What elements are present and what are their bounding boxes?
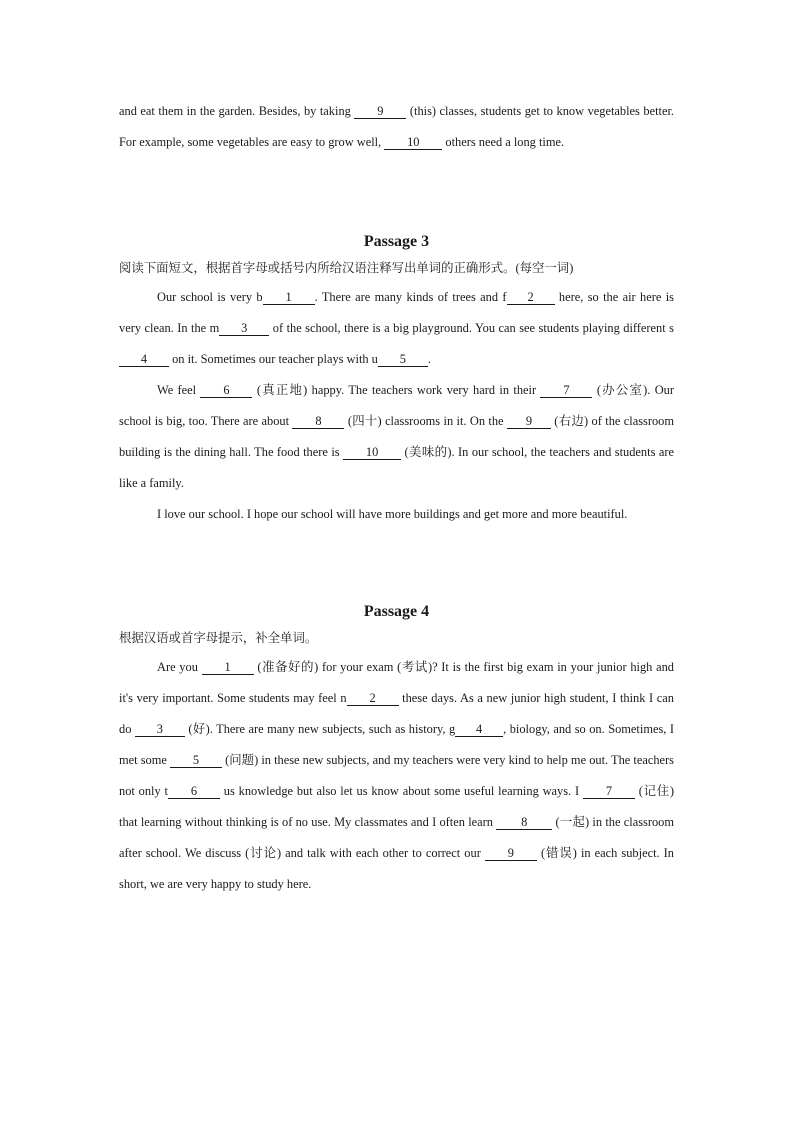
text-run: (美味的). In our school, the teachers and students are like a family.	[119, 445, 674, 490]
text-run: Are you	[157, 660, 202, 674]
answer-blank[interactable]: 8	[292, 414, 344, 429]
text-run: (右边) of the classroom building is the dining hall. The food there is	[119, 414, 675, 459]
answer-blank[interactable]: 4	[455, 722, 503, 737]
text-run: (问题) in these new subjects, and my teachers were very kind to help me out. The teachers not only t	[119, 753, 674, 798]
text-run: , biology, and so on. Sometimes, I met some	[119, 722, 674, 767]
passage4-title: Passage 4	[363, 603, 430, 620]
answer-blank[interactable]: 6	[168, 784, 220, 799]
answer-blank[interactable]: 1	[202, 660, 254, 675]
passage4-paragraph	[119, 652, 674, 900]
text-run: Our school is very b	[157, 290, 263, 304]
document-page	[119, 96, 674, 900]
text-run: (记住) that learning without thinking is of no use. My classmates and I often learn	[119, 784, 674, 829]
text-run: of the school, there is a big playground. You can see students playing different s	[269, 321, 674, 335]
text-run: us knowledge but also let us know about some useful learning ways. I	[219, 784, 583, 798]
text-run: (错误) in each subject. In short, we are very happy to study here.	[119, 846, 674, 891]
answer-blank[interactable]: 5	[170, 753, 222, 768]
answer-blank[interactable]: 9	[354, 104, 406, 119]
text-run: others need a long time.	[442, 135, 565, 149]
text-run: We feel	[157, 383, 201, 397]
text-run: here, so the air here is very clean. In the m	[119, 290, 674, 335]
text-run: I love our school. I hope our school will have more buildings and get more and more beautiful.	[157, 507, 628, 521]
answer-blank[interactable]: 5	[378, 352, 428, 367]
passage3-title: Passage 3	[363, 233, 430, 250]
answer-blank[interactable]: 9	[485, 846, 537, 861]
answer-blank[interactable]: 2	[347, 691, 399, 706]
passage4-instruction: 根据汉语或首字母提示，补全单词。	[119, 631, 318, 645]
text-run: (一起) in the classroom after school. We discuss (讨论) and talk with each other to correct our	[119, 815, 674, 860]
passage3-paragraph	[119, 499, 674, 530]
text-run: on it. Sometimes our teacher plays with u	[169, 352, 378, 366]
answer-blank[interactable]: 8	[496, 815, 552, 830]
answer-blank[interactable]: 10	[384, 135, 442, 150]
answer-blank[interactable]: 3	[135, 722, 185, 737]
text-run: (真正地) happy. The teachers work very hard in their	[252, 383, 541, 397]
answer-blank[interactable]: 7	[583, 784, 635, 799]
text-run: (四十) classrooms in it. On the	[344, 414, 507, 428]
text-run: and eat them in the garden. Besides, by taking	[119, 104, 355, 118]
text-run: (好). There are many new subjects, such as history, g	[184, 722, 456, 736]
answer-blank[interactable]: 1	[263, 290, 315, 305]
text-run: (准备好的) for your exam (考试)? It is the first big exam in your junior high and it's very important. Some students may feel n	[119, 660, 674, 705]
text-run: (this) classes, students get to know vegetables better. For example, some vegetables are easy to grow well,	[119, 104, 674, 149]
passage3-instruction: 阅读下面短文，根据首字母或括号内所给汉语注释写出单词的正确形式。(每空一词)	[119, 261, 574, 275]
answer-blank[interactable]: 7	[540, 383, 592, 398]
passage3-paragraph	[119, 282, 674, 375]
passage3-paragraph	[119, 375, 674, 499]
passage2-continuation	[119, 96, 674, 158]
answer-blank[interactable]: 2	[507, 290, 555, 305]
answer-blank[interactable]: 10	[343, 445, 401, 460]
text-run: . There are many kinds of trees and f	[314, 290, 507, 304]
answer-blank[interactable]: 9	[507, 414, 551, 429]
answer-blank[interactable]: 3	[219, 321, 269, 336]
text-run: (办公室). Our school is big, too. There are about	[119, 383, 674, 428]
answer-blank[interactable]: 4	[119, 352, 169, 367]
text-run: .	[427, 352, 431, 366]
text-run: these days. As a new junior high student, I think I can do	[119, 691, 674, 736]
answer-blank[interactable]: 6	[200, 383, 252, 398]
